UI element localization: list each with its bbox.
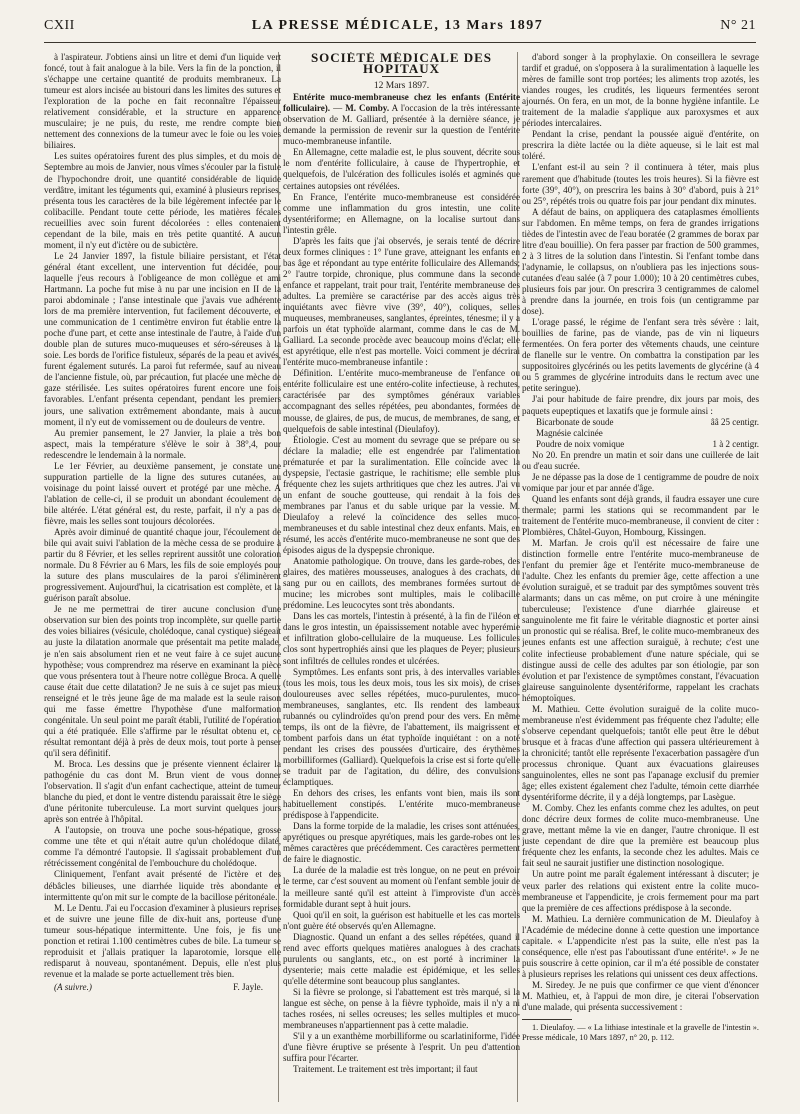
speaker-name: M. Comby.	[345, 103, 390, 114]
journal-title: LA PRESSE MÉDICALE, 13 Mars 1897	[251, 18, 544, 33]
rx-dose: 1 à 2 centigr.	[712, 438, 759, 449]
paragraph: Je ne me permettrai de tirer aucune conclusion d'une observation sur bien des points trop incomplète, sur quelle partie des voies biliaires (vésicule, cholédoque, canal cystique) siégeait au juste la dilatation anormale que présentait ma petite malade, je n'en sais absolument rien et ne veut faire à ce sujet aucune hypothèse; vous comprendrez ma réserve en examinant la pièce que vous présentera tout à l'heure notre collègue Broca. A quelle cause était due cette dilatation? Je ne suis à ce sujet pas mieux renseigné et le très jeune âge de ma malade est la seule raison qui me fasse émettre l'hypothèse d'une malformation congénitale. Un seul point me paraît établi, l'utilité de l'opération qui a été pratiquée. Elle s'affirme par le résultat obtenu et, ce résultat remontant déjà à près de deux mois, tout porte à penser qu'il sera définitif.	[44, 604, 281, 758]
footnote: 1. Dieulafoy. — « La lithiase intestinale et la gravelle de l'intestin ». Presse médicale, 10 Mars 1897, n° 20, p. 112.	[522, 1023, 759, 1043]
paragraph: Au premier pansement, le 27 Janvier, la plaie a très bon aspect, mais la température s'élève le soir à 38°,4, pour redescendre le lendemain à la normale.	[44, 427, 281, 460]
header-rule	[44, 42, 756, 43]
paragraph: à l'aspirateur. J'obtiens ainsi un litre et demi d'un liquide vert foncé, tout à fait analogue à la bile. Vers la fin de la ponction, il s'échappe une certaine quantité de produits membraneux. La tumeur est alors incisée au bistouri dans les limites des sutures et l'exploration de la poche en fait reconnaître l'épaisseur relativement considérable, et la structure en apparence musculaire; je ne puis, du reste, me rendre compte bien nettement des connexions de la tumeur avec le foie ou les voies biliaires.	[44, 52, 281, 151]
section-rule	[382, 76, 422, 77]
paragraph: S'il y a un exanthème morbilliforme ou scarlatiniforme, l'idée d'une fièvre éruptive se présente à l'esprit. Un peu d'attention suffira pour l'écarter.	[283, 1031, 520, 1064]
paragraph: Cliniquement, l'enfant avait présenté de l'ictère et des débâcles bilieuses, une diarrhée liquide très abondante et intermittente qu'on mit sur le compte de la bacillose péritonéale.	[44, 869, 281, 902]
intro-text: A l'occasion de la très intéressante observation de M. Galliard, présentée à la dernière séance, je demande la permission de revenir sur la question de l'entérite muco-membraneuse infantile.	[283, 103, 520, 147]
paragraph: M. Mathieu. Cette évolution suraiguë de la colite muco-membraneuse n'est évidemment pas fréquente chez l'adulte; elle s'observe cependant quelquefois; tantôt elle peut être le début brusque et à fracas d'une affection qui passera ultérieurement à la chronicité; tantôt elle représente l'exacerbation passagère d'un processus chronique. Quant aux évacuations glaireuses sanguinolentes, elles ne sont pas l'apanage exclusif du premier âge; elles existent également chez l'adulte, témoin cette diarrhée dysentériforme décrite, il y a déjà longtemps, par Lasègue.	[522, 703, 759, 803]
paragraph: M. Siredey. Je ne puis que confirmer ce que vient d'énoncer M. Mathieu, et, à l'appui de mon dire, je citerai l'observation d'une malade, qui présenta successivement :	[522, 979, 759, 1013]
page-number: CXII	[44, 18, 75, 33]
paragraph: L'enfant est-il au sein ? il continuera à téter, mais plus rarement que d'habitude (toutes les trois heures). Si la fièvre est forte (39°, 40°), on prescrira les bains à 30° d'abord, puis à 21° ou 25°, répétés trois ou quatre fois par jour pendant dix minutes.	[522, 162, 759, 206]
footnote-rule	[522, 1019, 572, 1020]
paragraph: La durée de la maladie est très longue, on ne peut en prévoir le terme, car c'est souvent au moment où l'enfant semble jouir de la meilleure santé qu'il est atteint à l'improviste d'un accès formidable durant sept à huit jours.	[283, 865, 520, 909]
paragraph: M. Comby. Chez les enfants comme chez les adultes, on peut donc décrire deux formes de colite muco-membraneuse. Une grave, mettant même la vie en danger, l'autre chronique. Il est juste cependant de dire que la première est beaucoup plus fréquente chez les enfants, la seconde chez les adultes. Mais ce fait seul ne saurait justifier une distinction nosologique.	[522, 803, 759, 869]
paragraph: Pendant la crise, pendant la poussée aiguë d'entérite, on prescrira la diète lactée ou la diète aqueuse, si le lait est mal toléré.	[522, 129, 759, 162]
paragraph: M. Broca. Les dessins que je présente viennent éclairer la pathogénie du cas dont M. Brun vient de vous donner l'observation. Il s'agit d'un enfant cachectique, atteint de tumeur blanche du pied, et dont le ventre distendu paraissait être le siège d'une péritonite tuberculeuse. La mort survint quelques jours après son entrée à l'hôpital.	[44, 759, 281, 825]
rx-item: Bicarbonate de soude	[536, 416, 614, 427]
paragraph: Symptômes. Les enfants sont pris, à des intervalles variables (tous les mois, tous les deux mois, tous les six mois), de crises douloureuses avec selles répétées, muco-purulentes, muco-membraneuses, sanglantes, etc. Ils rendent des lambeaux rubannés ou cylindroïdes qu'on prend pour des vers. En même temps, ils ont de la fièvre, de l'abattement, ils maigrissent et tombent parfois dans un état typhoïde inquiétant : on a noté pendant les crises des poussées d'urticaire, des érythèmes morbilliformes (Galliard). Quelquefois la crise est si forte qu'elle se traduit par de l'agitation, du délire, des convulsions éclamptiques.	[283, 666, 520, 788]
paragraph: Étiologie. C'est au moment du sevrage que se prépare ou se déclare la maladie; elle est engendrée par l'alimentation prématurée et par la suralimentation. Elle coïncide avec la dyspepsie, l'ectasie gastrique, le rachitisme; elle semble plus fréquente chez les sujets arthritiques que chez les autres. J'ai vu un enfant de souche goutteuse, qui rendait à la fois des membranes par l'anus et du sable urique par la vessie. M. Dieulafoy a relevé la coïncidence des selles muco-membraneuses et du sable intestinal chez deux enfants. Mais, en résumé, les accès d'entérite muco-membraneuse ne sont que des épisodes aigus de la dyspepsie chronique.	[283, 434, 520, 556]
paragraph: Quand les enfants sont déjà grands, il faudra essayer une cure thermale; parmi les stations qui se recommandent par le traitement de l'entérite muco-membraneuse, il convient de citer : Plombières, Châtel-Guyon, Hombourg, Kissingen.	[522, 493, 759, 538]
paragraph: Un autre point me paraît également intéressant à discuter; je veux parler des relations qui existent entre la colite muco-membraneuse et l'appendicite, je crois fermement pour ma part que la première de ces affections prédispose à la seconde.	[522, 869, 759, 913]
section-date: 12 Mars 1897.	[373, 81, 430, 92]
paragraph: No 20. En prendre un matin et soir dans une cuillerée de lait ou d'eau sucrée.	[522, 449, 759, 471]
paragraph: Le 1er Février, au deuxième pansement, je constate une suppuration partielle de la ligne des sutures cutanées, au voisinage du point laissé ouvert et protégé par une mèche. A l'ablation de celle-ci, il se produit un abondant écoulement de bile altérée. L'état général est, du reste, parfait, il n'y a pas de fièvre, mais les selles sont toujours décolorées.	[44, 460, 281, 526]
paragraph: En France, l'entérite muco-membraneuse est considérée comme une inflammation du gros intestin, une colite dysentériforme; en Allemagne, on la localise surtout dans l'intestin grêle.	[283, 191, 520, 235]
paragraph: M. Le Dentu. J'ai eu l'occasion d'examiner à plusieurs reprises et de suivre une jeune fille de dix-huit ans, porteuse d'une tumeur sous-hépatique intermittente. Une fois, je fis une ponction et retirai 1.100 centimètres cubes de bile. La tumeur se reproduisit et j'allais pratiquer la laparotomie, lorsque elle redisparut à nouveau, spontanément. Depuis, elle n'est plus revenue et la malade se porte actuellement très bien.	[44, 902, 281, 979]
paragraph: D'après les faits que j'ai observés, je serais tenté de décrire deux formes cliniques : 1° l'une grave, atteignant les enfants en bas âge et répondant au type entérite folliculaire des Allemands; 2° l'autre torpide, chronique, plus commune dans la seconde enfance et rappelant, trait pour trait, l'entérite membraneuse des adultes. La première se caractérise par des accès aigus très inquiétants avec fièvre vive (39°, 40°), coliques, selles muqueuses, membraneuses, sanglantes, épreintes, ténesme; il y a parfois un état typhoïde alarmant, comme dans le cas de M. Galliard. La seconde procède avec beaucoup moins d'éclat; elle est apyrétique, elle n'est pas mortelle. Voici comment je décrirai l'entérite muco-membraneuse infantile :	[283, 235, 520, 368]
issue-number: N° 21	[720, 18, 756, 33]
rx-item: Magnésie calcinée	[536, 427, 603, 438]
prescription-formula	[522, 417, 759, 450]
paragraph: d'abord songer à la prophylaxie. On conseillera le sevrage tardif et gradué, on s'opposera à la suralimentation à laquelle les mères de famille sont trop portées; les aliments trop azotés, les viandes rouges, les crudités, les liqueurs fermentées seront ajournés. On fera, en un mot, de la bonne hygiène infantile. Le traitement de la maladie s'applique aux paroxysmes et aux périodes intercalaires.	[522, 52, 759, 129]
page-header	[44, 18, 756, 38]
paragraph: M. Mathieu. La dernière communication de M. Dieulafoy à l'Académie de médecine donne à cette question une importance capitale. « L'appendicite n'est pas la suite, elle n'est pas la conséquence, elle n'est pas l'aboutissant d'une entérite¹. » Je ne puis souscrire à cette opinion, car il m'a été possible de constater à plusieurs reprises les relations qui unissent ces deux affections.	[522, 913, 759, 979]
session-subtitle: Entérite muco-membraneuse chez les enfants (Entérite folliculaire).	[283, 92, 520, 114]
paragraph: Diagnostic. Quand un enfant a des selles répétées, quand il rend avec efforts quelques matières analogues à des crachats purulents ou sanglants, etc., on est porté à incriminer la dysenterie; mais cette maladie est épidémique, et les selles qu'elle détermine sont beaucoup plus sanglantes.	[283, 931, 520, 986]
column-right	[522, 52, 759, 1102]
paragraph: Dans les cas mortels, l'intestin à présenté, à la fin de l'iléon et dans le gros intestin, un épaississement notable avec hyperémie et infiltration globo-cellulaire de la muqueuse. Les follicules clos sont hypertrophiés ainsi que les plaques de Peyer; plusieurs sont infiltrés de cellules rondes et ulcérées.	[283, 611, 520, 666]
paragraph: J'ai pour habitude de faire prendre, dix jours par mois, des paquets eupeptiques et laxatifs que je formule ainsi :	[522, 394, 759, 416]
paragraph: En dehors des crises, les enfants vont bien, mais ils sont habituellement constipés. L'entérite muco-membraneuse prédispose à l'appendicite.	[283, 788, 520, 821]
article-signature	[44, 980, 281, 993]
paragraph: Si la fièvre se prolonge, si l'abattement est très marqué, si la langue est sèche, on pense à la fièvre typhoïde, mais il n'y a ni taches rosées, ni selles ocreuses; les selles multiples et muco-membraneuses n'appartiennent pas à cette maladie.	[283, 986, 520, 1031]
rx-item: Poudre de noix vomique	[536, 438, 625, 449]
column-middle	[283, 52, 520, 1102]
rx-dose	[705, 428, 759, 439]
session-intro: Entérite muco-membraneuse chez les enfants (Entérite folliculaire). — M. Comby. A l'occasion de la très intéressante observation de M. Galliard, présentée à la dernière séance, je demande la permission de revenir sur la question de l'entérite muco-membraneuse infantile.	[283, 92, 520, 147]
paragraph: M. Marfan. Je crois qu'il est nécessaire de faire une distinction formelle entre l'entérite muco-membraneuse de l'enfant du premier âge et l'entérite muco-membraneuse de l'adulte. Chez les enfants du premier âge, cette affection a une évolution suraiguë, et se traduit par des symptômes souvent très alarmants; dans un cas même, on put croire à une méningite tuberculeuse; l'existence d'une diarrhée glaireuse et sanguinolente me fit faire le véritable diagnostic et porter ainsi un pronostic qui se réalisa. Bref, le colite muco-membraneux des jeunes enfants est une affection suraiguë, à rechute; c'est une colite infectieuse probablement d'une nature spéciale, qui se distingue aussi de celle des adultes par son étiologie, par son évolution et par l'existence de symptômes constant, l'évacuation glaireuse sanguinolente dysentériforme, rappelant les crachats hémoptoïques.	[522, 538, 759, 703]
paragraph: Anatomie pathologique. On trouve, dans les garde-robes, des glaires, des matières mousseuses, analogues à des crachats, du sang pur ou en caillots, des membranes formées surtout de mucine; les microbes sont multiples, mais le colibacille prédomine. Les leucocytes sont très abondants.	[283, 556, 520, 611]
column-left	[44, 52, 281, 1102]
paragraph: A défaut de bains, on appliquera des cataplasmes émollients sur l'abdomen. En même temps, on fera de grandes irrigations tièdes de l'intestin avec de l'eau boratée (2 grammes de borax par litre d'eau bouillie). On fera passer par fraction de 500 grammes, 2 à 3 litres de la solution dans l'intestin. Si l'enfant tombe dans l'adynamie, le collapsus, on n'oubliera pas les injections sous-cutanées d'eau salée (à 7 pour 1.000); 10 à 20 centimètres cubes, plusieurs fois par jour. On prescrira 3 centigrammes de calomel à prendre dans la journée, en trois fois (un centigramme par dose).	[522, 206, 759, 317]
author-name: F. Jayle.	[233, 981, 263, 992]
section-title: SOCIÉTÉ MÉDICALE DES HOPITAUX	[310, 52, 493, 77]
paragraph: En Allemagne, cette maladie est, le plus souvent, décrite sous le nom d'entérite folliculaire, à cause de l'hypertrophie, et quelquefois, de l'ulcération des follicules isolés et agminés que certaines autopsies ont révélées.	[283, 147, 520, 191]
paragraph: Quoi qu'il en soit, la guérison est habituelle et les cas mortels n'ont guère été observés qu'en Allemagne.	[283, 909, 520, 931]
paragraph: A l'autopsie, on trouva une poche sous-hépatique, grosse comme une tête et qui n'était autre qu'un cholédoque dilaté, comme l'a démontré l'autopsie. Il s'agissait probablement d'un rétrécissement congénital de l'embouchure du cholédoque.	[44, 825, 281, 869]
paragraph: Après avoir diminué de quantité chaque jour, l'écoulement de bile qui avait suivi l'ablation de la mèche cessa de se produire à partir du 8 Février, et les selles reprirent aussitôt une coloration normale. Du 8 Février au 6 Mars, les fils de soie employés pour la suture des plans musculaires de la paroi s'éliminèrent progressivement. Aujourd'hui, la cicatrisation est complète, et la guérison paraît absolue.	[44, 527, 281, 604]
paragraph: Le 24 Janvier 1897, la fistule biliaire persistant, et l'état général étant excellent, une intervention fut décidée, pour laquelle j'eus recours à l'obligeance de mon collègue et ami Hartmann. La poche fut mise à nu par une incision en II de la paroi abdominale ; l'anse intestinale que j'avais vue adhérente lors de ma première intervention, fut facilement découverte, et une communication de 1 centimètre environ fut établie entre la poche d'une part, et cette anse intestinale de l'autre, à l'aide d'un double plan de sutures muco-muqueuses et séro-séreuses à la soie. Les bords de l'orifice fistuleux, séparés de la peau et avivés, furent également suturés. La paroi fut refermée, sauf au niveau de l'ancienne fistule, où, par précaution, fut placée une mèche de gaze stérilisée. Les suites opératoires furent encore une fois favorables. L'enfant présenta cependant, pendant les premiers jours, une salivation extrêmement abondante, mais à aucun moment, il n'y eut de vomissement ou de douleurs de ventre.	[44, 250, 281, 427]
rx-dose: ââ 25 centigr.	[710, 416, 759, 427]
paragraph: Les suites opératoires furent des plus simples, et du mois de Septembre au mois de Janvier, nous vîmes s'écouler par la fistule de l'hypochondre droit, une quantité considérable de liquide verdâtre, imitant les téguments qui, examiné à plusieurs reprises, présenta tous les caractères de la bile légèrement infectée par le colibacille. Pendant toute cette période, les matières fécales recueillies avec soin furent décolorées : elles contenaient cependant de la bile, mais en très petite quantité. A aucun moment, il n'y eut d'ictère ou de subictère.	[44, 151, 281, 250]
to-be-continued-note: (A suivre.)	[54, 981, 92, 992]
paragraph: Définition. L'entérite muco-membraneuse de l'enfance ou entérite folliculaire est une entéro-colite infectieuse, à rechutes, caractérisée par des symptômes généraux variables accompagnant des selles répétées, peu abondantes, formées de mousse, de glaires, de pus, de mucus, de membranes, de sang, et quelquefois de sable intestinal (Dieulafoy).	[283, 368, 520, 434]
paragraph: Je ne dépasse pas la dose de 1 centigramme de poudre de noix vomique par jour et par année d'âge.	[522, 471, 759, 493]
paragraph: L'orage passé, le régime de l'enfant sera très sévère : lait, bouillies de farine, pas de viande, pas de vin ni liqueurs fermentées. On fera porter des vêtements chauds, une ceinture de flanelle sur le ventre. On combattra la constipation par les suppositoires glycérinés ou les petits lavements de glycérine (à 4 ou 5 grammes de glycérine introduits dans le rectum avec une petite seringue).	[522, 317, 759, 394]
paragraph: Traitement. Le traitement est très important; il faut	[293, 1064, 478, 1075]
paragraph: Dans la forme torpide de la maladie, les crises sont atténuées, apyrétiques ou presque apyrétiques, mais les garde-robes ont les mêmes caractères que précédemment. Ces caractères permettent de faire le diagnostic.	[283, 821, 520, 865]
